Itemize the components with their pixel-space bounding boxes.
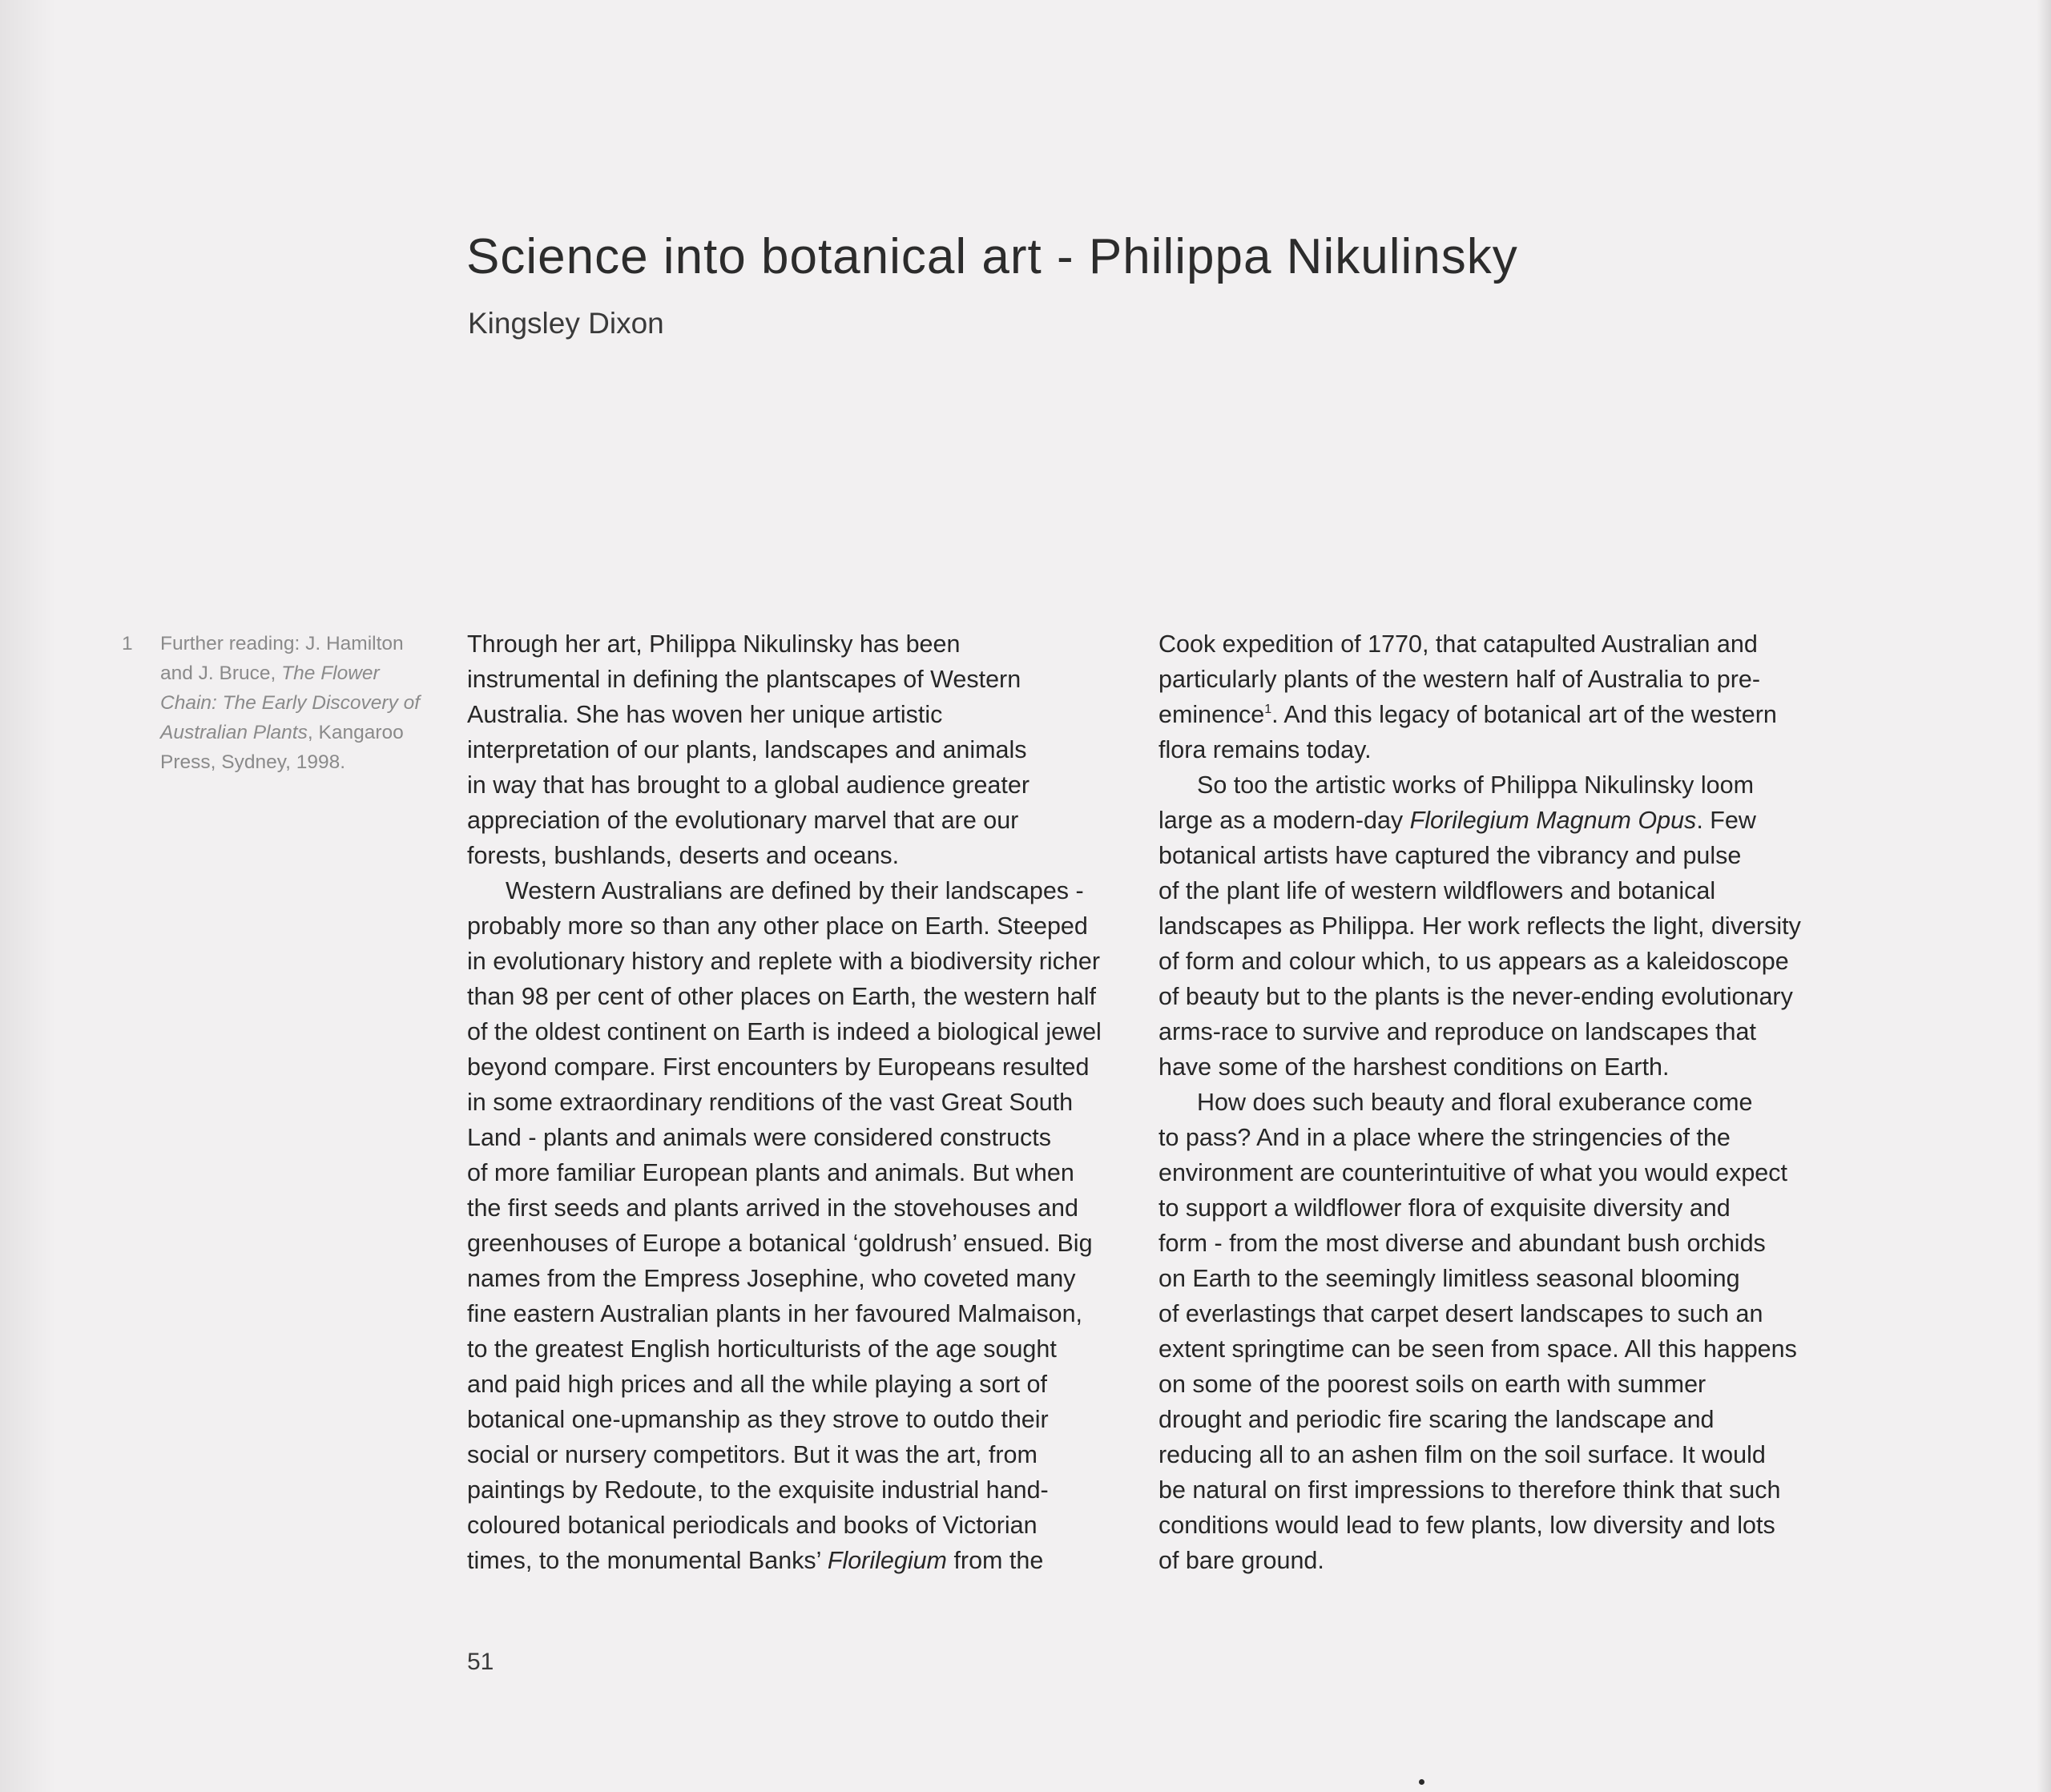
body-line: extent springtime can be seen from space. All this happens (1158, 1335, 1797, 1363)
body-line: be natural on first impressions to therefore think that such (1158, 1476, 1781, 1504)
footnote-line: Australian Plants, Kangaroo (160, 722, 404, 743)
body-line: on Earth to the seemingly limitless seasonal blooming (1158, 1265, 1740, 1292)
body-line: times, to the monumental Banks’ Florilegium from the (467, 1547, 1044, 1574)
body-line: form - from the most diverse and abundant bush orchids (1158, 1230, 1766, 1257)
footnote-line: Press, Sydney, 1998. (160, 751, 346, 773)
footnote-number: 1 (122, 633, 133, 654)
page-gutter-shadow (0, 0, 56, 1792)
body-line: greenhouses of Europe a botanical ‘goldrush’ ensued. Big (467, 1230, 1093, 1257)
body-line: Land - plants and animals were considered constructs (467, 1124, 1052, 1151)
body-line: interpretation of our plants, landscapes and animals (467, 736, 1027, 763)
body-line: Western Australians are defined by their landscapes - (506, 877, 1084, 904)
body-line: botanical artists have captured the vibrancy and pulse (1158, 842, 1742, 869)
body-line: in evolutionary history and replete with a biodiversity richer (467, 948, 1100, 975)
body-line: of beauty but to the plants is the never-ending evolutionary (1158, 983, 1793, 1010)
body-line: have some of the harshest conditions on Earth. (1158, 1053, 1670, 1081)
body-line: fine eastern Australian plants in her favoured Malmaison, (467, 1300, 1083, 1327)
body-line: large as a modern-day Florilegium Magnum Opus. Few (1158, 807, 1756, 834)
body-line: environment are counterintuitive of what you would expect (1158, 1159, 1787, 1186)
body-line: in way that has brought to a global audience greater (467, 771, 1030, 799)
body-line: drought and periodic fire scaring the landscape and (1158, 1406, 1715, 1433)
body-line: coloured botanical periodicals and books of Victorian (467, 1512, 1038, 1539)
body-line: to support a wildflower flora of exquisite diversity and (1158, 1194, 1731, 1222)
body-column-right (1158, 626, 1827, 1578)
body-line: Australia. She has woven her unique artistic (467, 701, 943, 728)
body-line: botanical one-upmanship as they strove to outdo their (467, 1406, 1049, 1433)
body-line: conditions would lead to few plants, low diversity and lots (1158, 1512, 1775, 1539)
body-line: probably more so than any other place on Earth. Steeped (467, 912, 1088, 940)
page-edge-shadow (2037, 0, 2051, 1792)
footnote-book-title: Australian Plants (160, 722, 308, 743)
body-line: flora remains today. (1158, 736, 1372, 763)
footnote-book-title: The Flower (281, 662, 380, 684)
body-line: paintings by Redoute, to the exquisite industrial hand- (467, 1476, 1049, 1504)
body-line: eminence$^1$. And this legacy of botanical art of the western (1158, 701, 1777, 728)
body-line: of more familiar European plants and animals. But when (467, 1159, 1074, 1186)
body-line: landscapes as Philippa. Her work reflects the light, diversity (1158, 912, 1801, 940)
body-line: on some of the poorest soils on earth with summer (1158, 1371, 1706, 1398)
italic-term: Florilegium (827, 1547, 947, 1574)
footnote-text (160, 629, 433, 777)
body-line: than 98 per cent of other places on Earth, the western half (467, 983, 1097, 1010)
body-line: Cook expedition of 1770, that catapulted Australian and (1158, 630, 1758, 658)
body-line: beyond compare. First encounters by Europeans resulted (467, 1053, 1090, 1081)
italic-term: Florilegium Magnum Opus (1409, 807, 1697, 834)
body-line: to the greatest English horticulturists of the age sought (467, 1335, 1057, 1363)
body-line: of the oldest continent on Earth is indeed a biological jewel (467, 1018, 1102, 1045)
body-line: forests, bushlands, deserts and oceans. (467, 842, 900, 869)
footnote-line: Chain: The Early Discovery of (160, 692, 421, 714)
body-line: arms-race to survive and reproduce on landscapes that (1158, 1018, 1756, 1045)
body-line: to pass? And in a place where the stringencies of the (1158, 1124, 1731, 1151)
body-line: and paid high prices and all the while playing a sort of (467, 1371, 1047, 1398)
body-line: So too the artistic works of Philippa Nikulinsky loom (1197, 771, 1755, 799)
body-line: of everlastings that carpet desert landscapes to such an (1158, 1300, 1763, 1327)
body-line: instrumental in defining the plantscapes of Western (467, 666, 1021, 693)
body-column-left (467, 626, 1136, 1578)
body-line: particularly plants of the western half of Australia to pre- (1158, 666, 1761, 693)
body-line: Through her art, Philippa Nikulinsky has been (467, 630, 961, 658)
body-line: of bare ground. (1158, 1547, 1324, 1574)
body-line: of the plant life of western wildflowers and botanical (1158, 877, 1716, 904)
body-line: appreciation of the evolutionary marvel that are our (467, 807, 1019, 834)
body-line: reducing all to an ashen film on the soil surface. It would (1158, 1441, 1766, 1468)
footnote-line: Further reading: J. Hamilton (160, 633, 404, 654)
footnote-reference: 1 (1264, 703, 1272, 716)
body-line: of form and colour which, to us appears as a kaleidoscope (1158, 948, 1789, 975)
body-line: social or nursery competitors. But it was the art, from (467, 1441, 1038, 1468)
page-number: 51 (467, 1649, 494, 1675)
article-title: Science into botanical art - Philippa Nikulinsky (466, 229, 1518, 284)
article-author: Kingsley Dixon (468, 307, 664, 340)
body-line: names from the Empress Josephine, who coveted many (467, 1265, 1076, 1292)
footnote-line: and J. Bruce, The Flower (160, 662, 380, 684)
body-line: the first seeds and plants arrived in the stovehouses and (467, 1194, 1078, 1222)
body-line: How does such beauty and floral exuberance come (1197, 1089, 1753, 1116)
dust-speck (1419, 1779, 1424, 1785)
body-line: in some extraordinary renditions of the vast Great South (467, 1089, 1074, 1116)
